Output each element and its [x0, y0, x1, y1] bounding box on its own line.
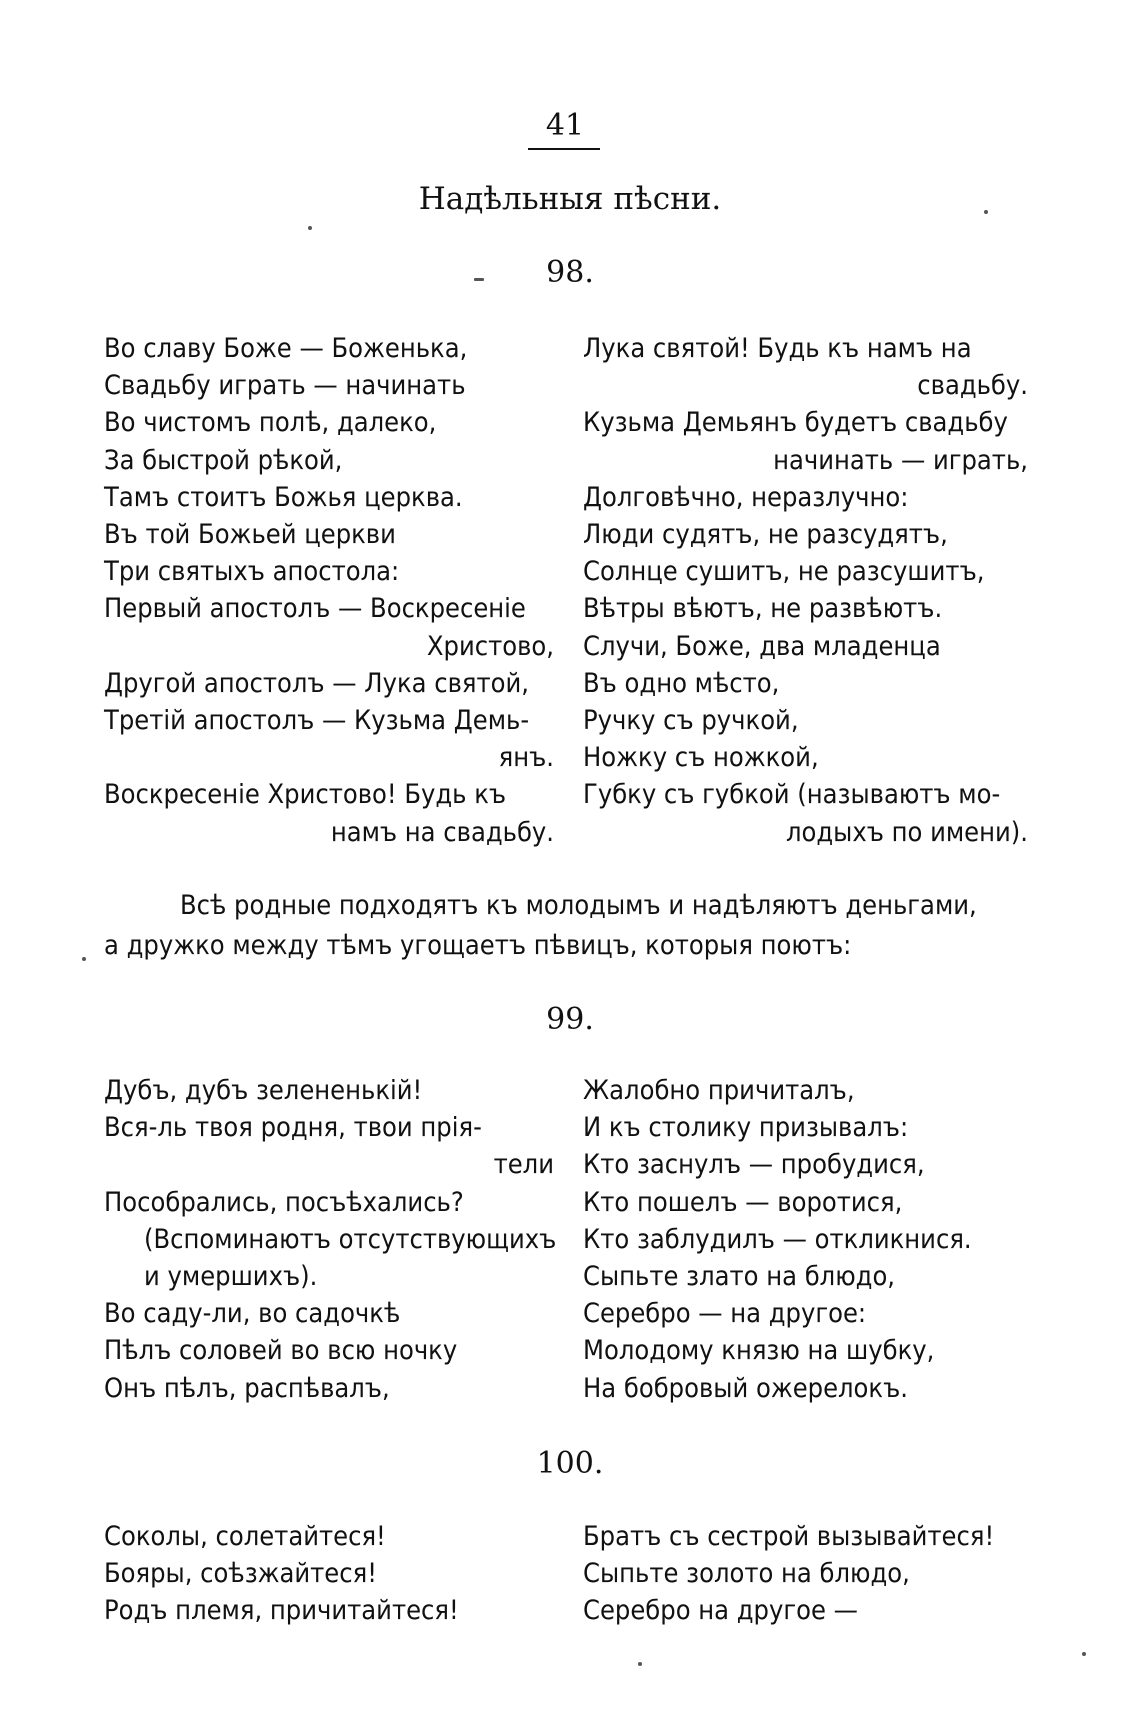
verse-line: Родъ племя, причитайтеся! [104, 1595, 459, 1627]
song-99-left-column [104, 1072, 557, 1407]
verse-line: Лука святой! Будь къ намъ на [583, 333, 972, 364]
verse-line-continuation: Христово, [426, 630, 554, 662]
verse-line: Соколы, солетайтеся! [104, 1521, 386, 1552]
verse-line: Серебро — на другое: [583, 1298, 867, 1330]
note-line: а дружко между тѣмъ угощаетъ пѣвицъ, которыя поютъ: [104, 930, 852, 961]
verse-line: Солнце сушитъ, не разсушитъ, [583, 556, 985, 588]
verse-line: Случи, Боже, два младенца [583, 630, 941, 662]
verse-line: Губку съ губкой (называютъ мо- [583, 779, 1001, 811]
verse-line: Люди судятъ, не разсудятъ, [583, 519, 948, 551]
verse-line: Пѣлъ соловей во всю ночку [104, 1335, 458, 1367]
song-number-98: 98. [546, 255, 594, 290]
song-100-right-column [583, 1518, 1028, 1630]
prose-note [104, 886, 1028, 966]
verse-line: Бояры, соѣзжайтеся! [104, 1558, 377, 1590]
verse-line: Третій апостолъ — Кузьма Демь- [104, 705, 530, 737]
verse-line: Во саду-ли, во садочкѣ [104, 1298, 401, 1330]
verse-line: Кто заблудилъ — откликнися. [583, 1223, 972, 1255]
stage-direction: (Вспоминаютъ отсутствующихъ [144, 1223, 557, 1255]
verse-line: Другой апостолъ — Лука святой, [104, 667, 529, 699]
ink-speck [474, 278, 484, 281]
song-100-left-column [104, 1518, 554, 1630]
verse-line: Кто заснулъ — пробудися, [583, 1149, 925, 1181]
verse-line: Воскресеніе Христово! Будь къ [104, 779, 507, 811]
page-number-rule [528, 148, 600, 150]
verse-line: Тамъ стоитъ Божья церква. [104, 481, 463, 513]
verse-line: Долговѣчно, неразлучно: [583, 481, 909, 513]
verse-line: Три святыхъ апостола: [104, 556, 400, 588]
verse-line: Кузьма Демьянъ будетъ свадьбу [583, 407, 1008, 439]
verse-line: Свадьбу играть — начинать [104, 370, 466, 402]
ink-speck [638, 1662, 642, 1666]
verse-line: Ножку съ ножкой, [583, 742, 819, 774]
song-99-right-column [583, 1072, 1028, 1407]
song-98-right-column [583, 330, 1028, 851]
ink-speck [1082, 1652, 1086, 1656]
ink-speck [82, 957, 86, 961]
verse-line-continuation: намъ на свадьбу. [330, 816, 554, 848]
verse-line-continuation: лодыхъ по имени). [786, 816, 1028, 848]
verse-line: Во славу Боже — Боженька, [104, 333, 468, 364]
verse-line: Жалобно причиталъ, [583, 1075, 855, 1106]
verse-line-continuation: тели [493, 1149, 554, 1181]
verse-line: Братъ съ сестрой вызывайтеся! [583, 1521, 995, 1552]
verse-line: Сыпьте золото на блюдо, [583, 1558, 910, 1590]
song-98-left-column [104, 330, 554, 851]
verse-line: Молодому князю на шубку, [583, 1335, 935, 1367]
verse-line: Во чистомъ полѣ, далеко, [104, 407, 437, 439]
verse-line: Ручку съ ручкой, [583, 705, 799, 737]
verse-line: Пособрались, посъѣхались? [104, 1186, 464, 1218]
verse-line: Кто пошелъ — воротися, [583, 1186, 903, 1218]
ink-speck [984, 210, 988, 214]
verse-line: И къ столику призывалъ: [583, 1112, 909, 1144]
verse-line-continuation: свадьбу. [917, 370, 1028, 402]
page-number: 41 [545, 108, 585, 143]
section-heading: Надѣльныя пѣсни. [418, 181, 722, 217]
verse-line: Вся-ль твоя родня, твои прія- [104, 1112, 482, 1144]
song-number-99: 99. [546, 1002, 594, 1037]
verse-line: Серебро на другое — [583, 1595, 858, 1627]
verse-line: Сыпьте злато на блюдо, [583, 1261, 896, 1293]
verse-line: Вѣтры вѣютъ, не развѣютъ. [583, 593, 943, 625]
verse-line: Онъ пѣлъ, распѣвалъ, [104, 1372, 390, 1404]
song-number-100: 100. [536, 1446, 604, 1481]
verse-line: На бобровый ожерелокъ. [583, 1372, 908, 1404]
verse-line: За быстрой рѣкой, [104, 444, 343, 476]
ink-speck [308, 226, 312, 230]
note-line: Всѣ родные подходятъ къ молодымъ и надѣляютъ деньгами, [180, 890, 977, 921]
verse-line: Дубъ, дубъ зелененькій! [104, 1075, 423, 1106]
verse-line-continuation: начинать — играть, [773, 444, 1028, 476]
verse-line: Первый апостолъ — Воскресеніе [104, 593, 526, 625]
verse-line: Въ одно мѣсто, [583, 667, 780, 699]
verse-line: Въ той Божьей церкви [104, 519, 396, 551]
stage-direction: и умершихъ). [144, 1261, 318, 1293]
verse-line-continuation: янъ. [498, 742, 554, 774]
